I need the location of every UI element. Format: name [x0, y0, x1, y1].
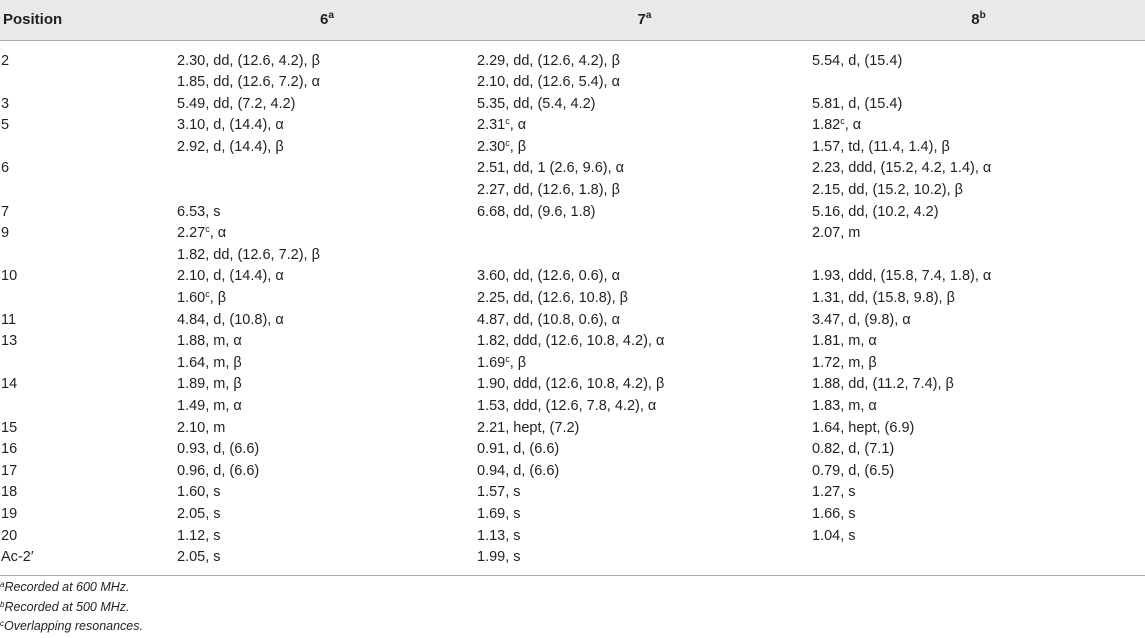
cell-position: 14 [1, 376, 18, 393]
shift-value: 1.82 [812, 117, 841, 134]
cell-shift-compound-8: 2.07, m [812, 225, 861, 242]
cell-shift-compound-7: 1.57, s [477, 484, 521, 501]
cell-shift-compound-8: 1.66, s [812, 505, 856, 522]
compound-label: 8 [971, 11, 980, 29]
cell-shift-compound-8: 1.64, hept, (6.9) [812, 419, 915, 436]
table-row [0, 288, 1145, 310]
footnote [0, 617, 1145, 637]
shift-assignment: , β [509, 138, 527, 155]
table-row [0, 396, 1145, 418]
table-row [0, 245, 1145, 267]
cell-position: 11 [1, 311, 17, 328]
cell-shift-compound-8: 1.57, td, (11.4, 1.4), β [812, 138, 950, 155]
table-row [0, 266, 1145, 288]
table-row [0, 353, 1145, 375]
cell-shift-compound-7: 5.35, dd, (5.4, 4.2) [477, 95, 596, 112]
cell-position: 2 [1, 52, 10, 69]
cell-shift-compound-7 [477, 245, 812, 267]
header-compound-7 [477, 0, 812, 40]
cell-shift-compound-8: 3.47, d, (9.8), α [812, 311, 911, 328]
cell-shift-compound-7 [477, 137, 812, 159]
footnote-text: Recorded at 500 MHz. [4, 599, 130, 614]
cell-shift-compound-6: 0.93, d, (6.6) [177, 441, 260, 458]
cell-shift-compound-8 [812, 547, 1145, 575]
footnote-mark: c [205, 289, 210, 300]
cell-shift-compound-7: 2.51, dd, 1 (2.6, 9.6), α [477, 160, 625, 177]
cell-shift-compound-6: 2.10, m [177, 419, 226, 436]
table-row [0, 94, 1145, 116]
cell-shift-compound-6: 6.53, s [177, 203, 221, 220]
cell-shift-compound-7: 1.99, s [477, 549, 521, 566]
cell-shift-compound-8: 2.23, ddd, (15.2, 4.2, 1.4), α [812, 160, 992, 177]
cell-position: 15 [1, 419, 18, 436]
cell-position [0, 396, 177, 418]
cell-shift-compound-7: 1.69, s [477, 505, 521, 522]
table-row [0, 461, 1145, 483]
cell-shift-compound-8: 1.83, m, α [812, 398, 877, 414]
cell-shift-compound-7: 2.29, dd, (12.6, 4.2), β [477, 52, 620, 69]
cell-shift-compound-8: 1.72, m, β [812, 354, 877, 371]
cell-shift-compound-6 [177, 288, 477, 310]
footnote-mark: c [505, 353, 510, 364]
cell-shift-compound-8 [812, 245, 1145, 267]
cell-shift-compound-7: 1.90, ddd, (12.6, 10.8, 4.2), β [477, 376, 665, 393]
cell-shift-compound-6: 1.12, s [177, 527, 221, 544]
cell-shift-compound-6: 1.82, dd, (12.6, 7.2), β [177, 246, 320, 263]
cell-position: 17 [1, 462, 18, 479]
cell-shift-compound-6: 2.30, dd, (12.6, 4.2), β [177, 52, 320, 69]
shift-assignment: , α [844, 117, 862, 134]
cell-shift-compound-6: 1.60, s [177, 484, 221, 501]
shift-assignment: , α [509, 117, 527, 134]
cell-position [0, 288, 177, 310]
cell-position: 5 [1, 117, 10, 134]
cell-shift-compound-8: 2.15, dd, (15.2, 10.2), β [812, 182, 964, 199]
footnote-mark: c [840, 116, 845, 127]
table-row [0, 40, 1145, 72]
footnote [0, 598, 1145, 618]
cell-shift-compound-6: 0.96, d, (6.6) [177, 462, 260, 479]
shift-value: 1.60 [177, 290, 206, 307]
cell-shift-compound-8: 1.88, dd, (11.2, 7.4), β [812, 376, 954, 393]
table-row [0, 418, 1145, 440]
footnote-mark: b [0, 599, 5, 609]
cell-shift-compound-8: 1.93, ddd, (15.8, 7.4, 1.8), α [812, 268, 992, 285]
cell-shift-compound-8: 0.79, d, (6.5) [812, 462, 895, 479]
cell-shift-compound-6 [177, 158, 477, 180]
cell-shift-compound-7: 2.27, dd, (12.6, 1.8), β [477, 182, 620, 199]
shift-value: 2.30 [477, 138, 506, 155]
footnote-mark: a [645, 10, 652, 22]
shift-assignment: , β [509, 354, 527, 371]
cell-position: 18 [1, 484, 18, 501]
cell-position [0, 72, 177, 94]
shift-value: 2.27 [177, 225, 206, 242]
cell-shift-compound-6: 1.49, m, α [177, 398, 242, 414]
table-row [0, 115, 1145, 137]
cell-shift-compound-7: 0.91, d, (6.6) [477, 441, 560, 458]
cell-position: 3 [1, 95, 10, 112]
table-row [0, 331, 1145, 353]
cell-shift-compound-6 [177, 180, 477, 202]
cell-position: 20 [1, 527, 18, 544]
table-row [0, 72, 1145, 94]
table-row [0, 158, 1145, 180]
cell-shift-compound-8: 1.31, dd, (15.8, 9.8), β [812, 290, 955, 307]
cell-position [0, 353, 177, 375]
table-header [0, 0, 1145, 40]
table-row [0, 180, 1145, 202]
shift-assignment: , β [209, 290, 227, 307]
cell-shift-compound-7: 2.21, hept, (7.2) [477, 419, 580, 436]
table-row [0, 374, 1145, 396]
footnote-mark: c [505, 116, 510, 127]
footnote-mark: c [505, 137, 510, 148]
cell-shift-compound-8: 5.54, d, (15.4) [812, 52, 903, 69]
header-compound-8 [812, 0, 1145, 40]
footnote-mark: a [0, 580, 5, 590]
footnote-mark: c [205, 224, 210, 235]
table-row [0, 547, 1145, 575]
cell-shift-compound-7: 3.60, dd, (12.6, 0.6), α [477, 268, 620, 285]
cell-position: Ac-2′ [1, 549, 34, 566]
cell-shift-compound-7: 1.13, s [477, 527, 521, 544]
cell-shift-compound-8: 5.81, d, (15.4) [812, 95, 903, 112]
cell-shift-compound-7: 2.25, dd, (12.6, 10.8), β [477, 290, 629, 307]
shift-assignment: , α [209, 225, 227, 242]
cell-shift-compound-7: 0.94, d, (6.6) [477, 462, 560, 479]
cell-position: 9 [1, 225, 10, 242]
cell-shift-compound-7: 1.82, ddd, (12.6, 10.8, 4.2), α [477, 333, 665, 350]
cell-shift-compound-6 [177, 223, 477, 245]
cell-position: 19 [1, 505, 18, 522]
footnote-text: Recorded at 600 MHz. [4, 580, 130, 595]
cell-shift-compound-7: 6.68, dd, (9.6, 1.8) [477, 203, 596, 220]
table-row [0, 526, 1145, 548]
cell-position: 7 [1, 203, 10, 220]
table-row [0, 439, 1145, 461]
cell-shift-compound-8: 1.81, m, α [812, 333, 877, 350]
table-row [0, 504, 1145, 526]
table-row [0, 223, 1145, 245]
cell-position: 6 [1, 160, 10, 177]
cell-shift-compound-6: 2.92, d, (14.4), β [177, 138, 284, 155]
cell-shift-compound-7: 1.53, ddd, (12.6, 7.8, 4.2), α [477, 398, 657, 414]
cell-shift-compound-6: 1.64, m, β [177, 354, 242, 371]
cell-shift-compound-7 [477, 223, 812, 245]
cell-shift-compound-6: 1.89, m, β [177, 376, 242, 393]
cell-shift-compound-6: 2.05, s [177, 549, 221, 566]
cell-position [0, 137, 177, 159]
cell-shift-compound-6: 2.10, d, (14.4), α [177, 268, 284, 285]
cell-shift-compound-7 [477, 115, 812, 137]
cell-shift-compound-6: 1.88, m, α [177, 333, 242, 350]
cell-shift-compound-8 [812, 72, 1145, 94]
cell-shift-compound-6: 2.05, s [177, 505, 221, 522]
table-row [0, 137, 1145, 159]
cell-position [0, 245, 177, 267]
cell-shift-compound-6: 5.49, dd, (7.2, 4.2) [177, 95, 296, 112]
footnote-mark: a [328, 10, 334, 22]
cell-shift-compound-8: 1.04, s [812, 527, 856, 544]
header-row [0, 0, 1145, 40]
compound-label: 6 [320, 11, 329, 29]
cell-position [0, 180, 177, 202]
footnote [0, 578, 1145, 598]
cell-shift-compound-6: 1.85, dd, (12.6, 7.2), α [177, 74, 320, 91]
cell-shift-compound-8: 5.16, dd, (10.2, 4.2) [812, 203, 939, 220]
table-row [0, 310, 1145, 332]
cell-shift-compound-7 [477, 353, 812, 375]
cell-shift-compound-6: 4.84, d, (10.8), α [177, 311, 284, 328]
cell-shift-compound-7: 2.10, dd, (12.6, 5.4), α [477, 74, 620, 91]
cell-position: 10 [1, 268, 18, 285]
cell-shift-compound-8: 0.82, d, (7.1) [812, 441, 895, 458]
header-compound-6 [177, 0, 477, 40]
compound-label: 7 [637, 11, 646, 29]
table-body [0, 40, 1145, 575]
cell-shift-compound-7: 4.87, dd, (10.8, 0.6), α [477, 311, 620, 328]
footnote-mark: c [0, 619, 4, 629]
shift-value: 2.31 [477, 117, 506, 134]
cell-shift-compound-8: 1.27, s [812, 484, 856, 501]
cell-shift-compound-6: 3.10, d, (14.4), α [177, 117, 284, 134]
shift-value: 1.69 [477, 354, 506, 371]
header-position: Position [0, 0, 177, 40]
footnotes [0, 576, 1145, 637]
table-row [0, 202, 1145, 224]
cell-shift-compound-8 [812, 115, 1145, 137]
footnote-text: Overlapping resonances. [4, 619, 143, 634]
cell-position: 16 [1, 441, 18, 458]
table-row [0, 482, 1145, 504]
cell-position: 13 [1, 333, 18, 350]
footnote-mark: b [979, 10, 986, 22]
